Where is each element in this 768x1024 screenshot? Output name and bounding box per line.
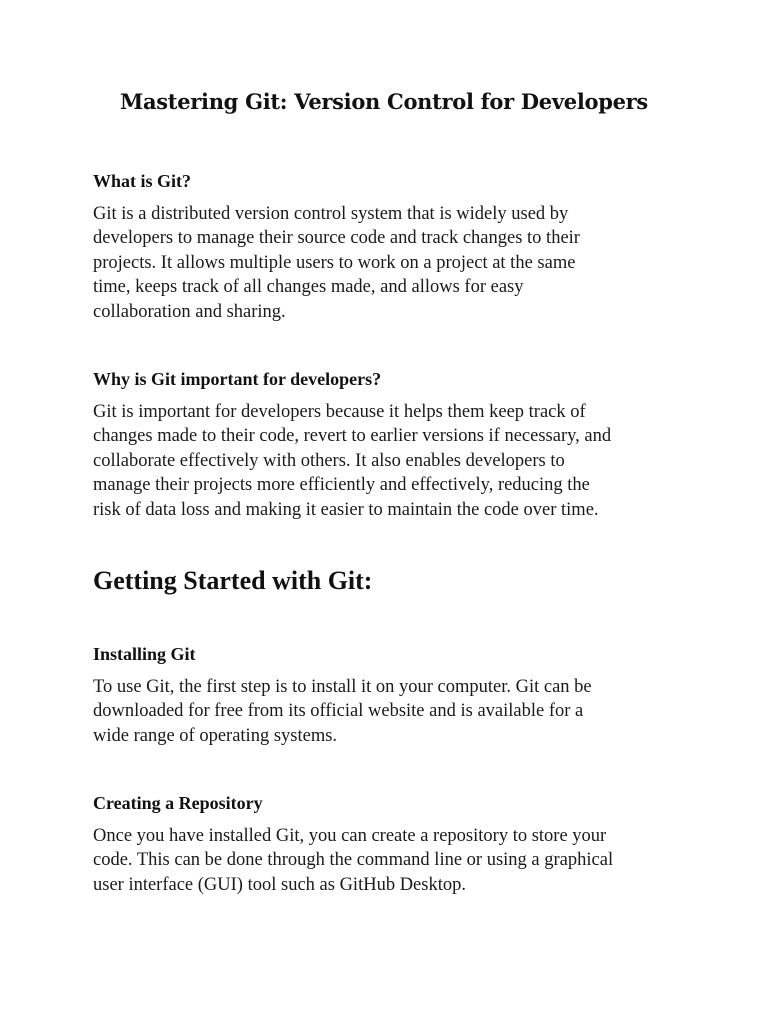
paragraph-line: collaboration and sharing.: [93, 301, 286, 322]
paragraph-why-git-important: [93, 400, 693, 522]
paragraph-installing-git: [93, 675, 693, 748]
paragraph-line: code. This can be done through the command line or using a graphical: [93, 850, 614, 871]
paragraph-creating-repository: [93, 824, 693, 897]
paragraph-line: Once you have installed Git, you can create a repository to store your: [93, 826, 607, 846]
heading-creating-repository: Creating a Repository: [93, 793, 263, 813]
paragraph-line: Git is a distributed version control system that is widely used by: [93, 204, 569, 224]
paragraph-line: collaborate effectively with others. It also enables developers to: [93, 450, 565, 471]
paragraph-line: developers to manage their source code and track changes to their: [93, 228, 580, 249]
paragraph-line: To use Git, the first step is to install it on your computer. Git can be: [93, 677, 592, 697]
paragraph-line: manage their projects more efficiently and effectively, reducing the: [93, 475, 590, 496]
paragraph-line: projects. It allows multiple users to work on a project at the same: [93, 252, 576, 273]
document-title: Mastering Git: Version Control for Developers: [120, 89, 648, 114]
paragraph-line: Git is important for developers because it helps them keep track of: [93, 402, 586, 422]
paragraph-line: changes made to their code, revert to earlier versions if necessary, and: [93, 426, 612, 447]
paragraph-what-is-git: [93, 202, 693, 324]
paragraph-line: wide range of operating systems.: [93, 725, 338, 746]
heading-why-git-important: Why is Git important for developers?: [93, 369, 382, 389]
paragraph-line: user interface (GUI) tool such as GitHub Desktop.: [93, 874, 466, 895]
paragraph-line: downloaded for free from its official website and is available for a: [93, 701, 584, 722]
heading-what-is-git: What is Git?: [93, 171, 192, 191]
heading-getting-started: Getting Started with Git:: [93, 566, 373, 595]
heading-installing-git: Installing Git: [93, 644, 196, 664]
document-page: [93, 0, 693, 1024]
paragraph-line: time, keeps track of all changes made, and allows for easy: [93, 277, 524, 298]
paragraph-line: risk of data loss and making it easier to maintain the code over time.: [93, 499, 599, 520]
